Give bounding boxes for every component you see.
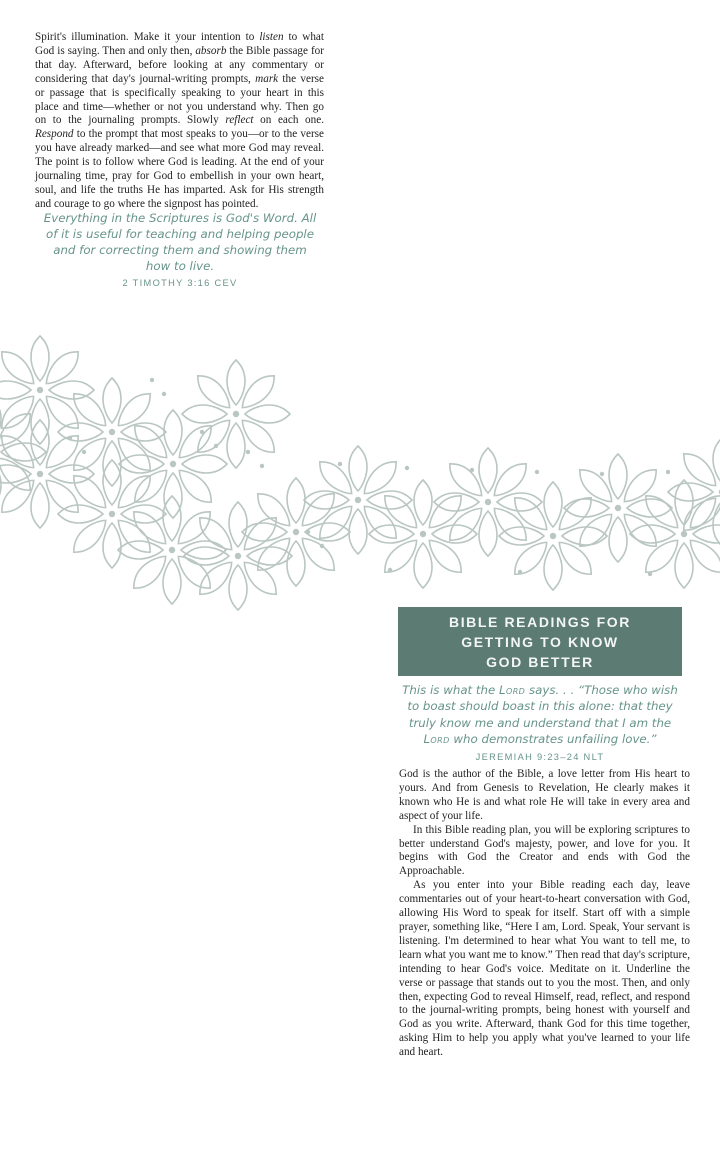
chapter-title-banner [398, 607, 682, 676]
body-paragraph: In this Bible reading plan, you will be exploring scriptures to better understand God's majesty, power, and love for you. It begins with God the Creator and ends with God the Approachable. [399, 823, 690, 878]
left-page [0, 0, 360, 576]
right-scripture-reference: JEREMIAH 9:23–24 NLT [475, 751, 605, 762]
right-scripture-quote [402, 682, 678, 762]
left-scripture-quote [40, 210, 320, 288]
left-body-paragraph: Spirit's illumination. Make it your intention to listen to what God is saying. Then and only then, absorb the Bible passage for that day. Afterward, before looking at any commentary or considering that day's journal-writing prompts, mark the verse or passage that is specifically speaking to your heart in this place and time—whether or not you understand why. Then go on to the journaling prompts. Slowly reflect on each one. Respond to the prompt that most speaks to you—or to the verse you have already marked—and see what more God may reveal. The point is to follow where God is leading. At the end of your journaling time, pray for God to embellish in your own heart, soul, and life the truths He has imparted. Ask for His strength and courage to go where the signpost has pointed. [35, 31, 324, 210]
right-body-column [399, 768, 690, 1060]
right-quote-text: This is what the Lord says. . . “Those who wish to boast should boast in this alone: that they truly know me and understand that I am the Lord who demonstrates unfailing love.” [402, 683, 678, 747]
left-scripture-reference: 2 TIMOTHY 3:16 CEV [122, 278, 238, 288]
chapter-title-line: BIBLE READINGS FOR [448, 613, 632, 630]
right-page [360, 576, 720, 1152]
body-paragraph: As you enter into your Bible reading each day, leave commentaries out of your heart-to-heart conversation with God, allowing His Word to speak for itself. Start off with a simple prayer, something like, “Here I am, Lord. Speak, Your servant is listening. I'm determined to hear what You want to tell me, to learn what you want me to know.” Then read that day's scripture, intending to hear God's voice. Meditate on it. Underline the verse or passage that stands out to you the most. Then, and only then, expecting God to reveal Himself, read, reflect, and respond to the journal-writing prompts, being honest with yourself and God as you write. Afterward, thank God for this time together, asking Him to help you apply what you've learned to your life and heart. [399, 879, 690, 1059]
body-paragraph: God is the author of the Bible, a love letter from His heart to yours. And from Genesis to Revelation, He clearly makes it known who He is and what role He will take in every area and aspect of your life. [399, 768, 690, 822]
chapter-title-line: GOD BETTER [486, 653, 594, 670]
left-quote-text: Everything in the Scriptures is God's Word. All of it is useful for teaching and helping people and for correcting them and showing them how to live. [43, 211, 317, 273]
chapter-title-line: GETTING TO KNOW [461, 633, 619, 650]
